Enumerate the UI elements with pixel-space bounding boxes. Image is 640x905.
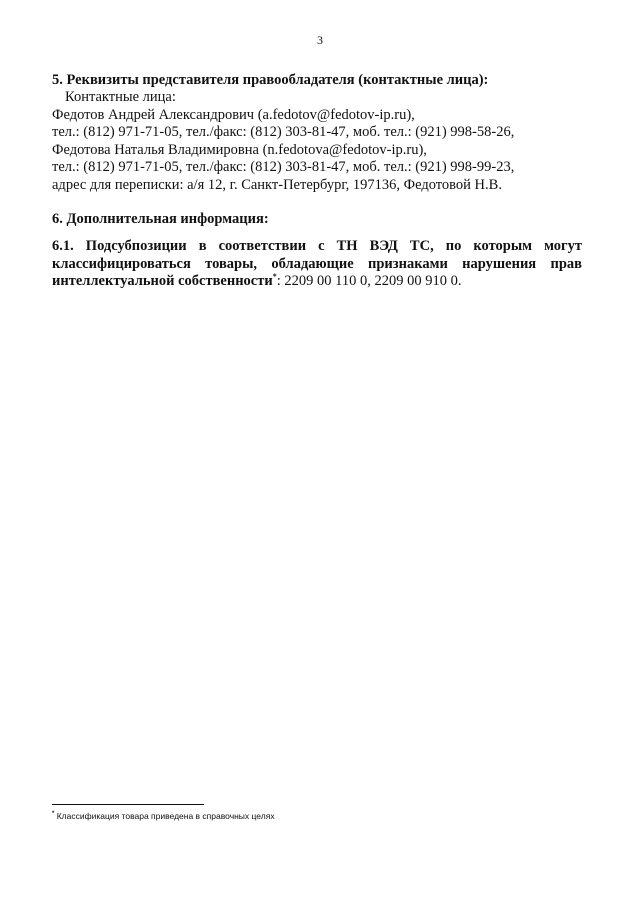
section-6-heading: 6. Дополнительная информация: — [52, 211, 269, 227]
contact-label: Контактные лица: — [65, 89, 176, 105]
tariff-codes: : 2209 00 110 0, 2209 00 910 0. — [276, 273, 462, 290]
contact-person-2: Федотова Наталья Владимировна (n.fedotova@fedotov-ip.ru), — [52, 141, 427, 158]
mailing-address: адрес для переписки: а/я 12, г. Санкт-Петербург, 197136, Федотовой Н.В. — [52, 176, 502, 193]
section-5-heading: 5. Реквизиты представителя правообладателя (контактные лица): — [52, 72, 489, 88]
footnote — [52, 811, 275, 821]
footnote-marker: * — [52, 811, 55, 818]
subsection-6-1 — [52, 238, 582, 291]
contact-person-1: Федотов Андрей Александрович (a.fedotov@fedotov-ip.ru), — [52, 106, 415, 123]
footnote-divider — [52, 804, 204, 805]
footnote-text: Классификация товара приведена в справочных целях — [54, 811, 275, 821]
page-number: 3 — [317, 33, 323, 47]
contact-phones-2: тел.: (812) 971-71-05, тел./факс: (812) 303-81-47, моб. тел.: (921) 998-99-23, — [52, 159, 515, 176]
subsection-6-1-title: 6.1. Подсубпозиции в соответствии с ТН ВЭД ТС, по которым могут классифицироваться товары, обладающие признаками нарушения прав интеллектуальной собственности — [52, 238, 582, 290]
section-contact-details — [52, 72, 582, 195]
section-additional-info — [52, 211, 582, 305]
contact-phones-1: тел.: (812) 971-71-05, тел./факс: (812) 303-81-47, моб. тел.: (921) 998-58-26, — [52, 124, 515, 141]
footnote-reference: * — [272, 272, 277, 282]
